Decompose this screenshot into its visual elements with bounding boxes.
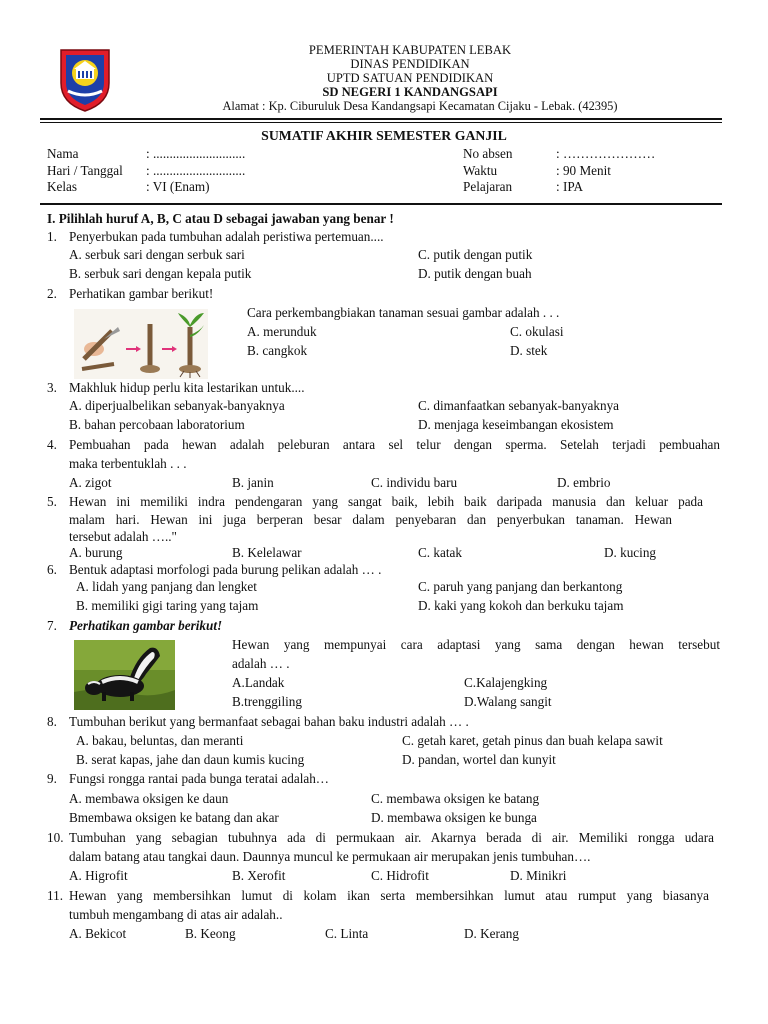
q7-prompt-line2: adalah … . xyxy=(232,656,290,671)
q4-number: 4. xyxy=(47,437,57,452)
q11-option-d: D. Kerang xyxy=(464,926,519,941)
q11-text-line2: tumbuh mengambang di atas air adalah.. xyxy=(69,907,283,922)
q7-text: Perhatikan gambar berikut! xyxy=(69,618,223,633)
q5-number: 5. xyxy=(47,494,57,509)
pelajaran-label: Pelajaran xyxy=(463,179,513,194)
q1-option-d: D. putik dengan buah xyxy=(418,266,532,281)
q2-image xyxy=(74,309,208,379)
q3-option-d: D. menjaga keseimbangan ekosistem xyxy=(418,417,614,432)
q11-option-b: B. Keong xyxy=(185,926,236,941)
q1-text: Penyerbukan pada tumbuhan adalah peristiwa pertemuan.... xyxy=(69,229,384,244)
q6-number: 6. xyxy=(47,562,57,577)
q1-number: 1. xyxy=(47,229,57,244)
kelas-value: : VI (Enam) xyxy=(146,179,210,194)
q6-option-a: A. lidah yang panjang dan lengket xyxy=(76,579,257,594)
school-address: Alamat : Kp. Ciburuluk Desa Kandangsapi Kecamatan Cijaku - Lebak. (42395) xyxy=(222,99,618,113)
q5-text-line3: tersebut adalah ….." xyxy=(69,529,177,544)
q5-option-b: B. Kelelawar xyxy=(232,545,302,560)
q2-option-c: C. okulasi xyxy=(510,324,564,339)
q5-option-d: D. kucing xyxy=(604,545,657,560)
q1-option-b: B. serbuk sari dengan kepala putik xyxy=(69,266,252,281)
header-line-1: PEMERINTAH KABUPATEN LEBAK xyxy=(308,43,512,57)
info-rule xyxy=(40,203,722,205)
skunk-photo xyxy=(74,640,175,710)
section-instruction: I. Pilihlah huruf A, B, C atau D sebagai jawaban yang benar ! xyxy=(47,211,394,226)
q3-option-b: B. bahan percobaan laboratorium xyxy=(69,417,245,432)
q4-text-line1: Pembuahan pada hewan adalah peleburan antara sel telur dengan sperma. Setelah terjadi pembuahan xyxy=(69,437,720,452)
header-rule-thin xyxy=(40,122,722,123)
q9-option-a: A. membawa oksigen ke daun xyxy=(69,791,229,806)
q2-option-b: B. cangkok xyxy=(247,343,308,358)
q2-text: Perhatikan gambar berikut! xyxy=(69,286,214,301)
waktu-value: : 90 Menit xyxy=(556,163,611,178)
q2-option-a: A. merunduk xyxy=(247,324,317,339)
q9-option-c: C. membawa oksigen ke batang xyxy=(371,791,540,806)
q5-text-line1: Hewan ini memiliki indra pendengaran yang sangat baik, lebih baik daripada manusia dan keluar pada xyxy=(69,494,703,509)
q10-text-line2: dalam batang atau tangkai daun. Daunnya muncul ke permukaan air merupakan jenis tumbuhan…. xyxy=(69,849,591,864)
q11-number: 11. xyxy=(47,888,63,903)
q2-prompt: Cara perkembangbiakan tanaman sesuai gambar adalah . . . xyxy=(247,305,560,320)
q5-option-a: A. burung xyxy=(69,545,123,560)
pelajaran-value: : IPA xyxy=(556,179,583,194)
q5-text-line2: malam hari. Hewan ini juga berperan besar dalam penyebaran dan penyerbukan tanaman. Hewan xyxy=(69,512,672,527)
q9-option-b: Bmembawa oksigen ke batang dan akar xyxy=(69,810,279,825)
q10-option-c: C. Hidrofit xyxy=(371,868,429,883)
q8-option-d: D. pandan, wortel dan kunyit xyxy=(402,752,556,767)
header-rule-thick xyxy=(40,118,722,120)
q7-prompt-line1: Hewan yang mempunyai cara adaptasi yang sama dengan hewan tersebut xyxy=(232,637,720,652)
absen-label: No absen xyxy=(463,146,513,161)
q7-option-b: B.trenggiling xyxy=(232,694,302,709)
q5-option-c: C. katak xyxy=(418,545,462,560)
school-emblem-icon xyxy=(58,47,112,113)
q11-option-c: C. Linta xyxy=(325,926,369,941)
q6-option-c: C. paruh yang panjang dan berkantong xyxy=(418,579,623,594)
q8-option-c: C. getah karet, getah pinus dan buah kelapa sawit xyxy=(402,733,663,748)
plant-cutting-illustration xyxy=(74,309,208,379)
q10-option-a: A. Higrofit xyxy=(69,868,128,883)
exam-title: SUMATIF AKHIR SEMESTER GANJIL xyxy=(261,128,507,143)
absen-value: : ………………… xyxy=(556,146,656,161)
q3-option-a: A. diperjualbelikan sebanyak-banyaknya xyxy=(69,398,285,413)
q8-option-a: A. bakau, beluntas, dan meranti xyxy=(76,733,244,748)
q7-option-c: C.Kalajengking xyxy=(464,675,548,690)
hari-label: Hari / Tanggal xyxy=(47,163,123,178)
q10-number: 10. xyxy=(47,830,64,845)
q4-option-d: D. embrio xyxy=(557,475,611,490)
q9-option-d: D. membawa oksigen ke bunga xyxy=(371,810,537,825)
q8-number: 8. xyxy=(47,714,57,729)
q9-number: 9. xyxy=(47,771,57,786)
q7-option-a: A.Landak xyxy=(232,675,285,690)
hari-value: : ............................ xyxy=(146,163,246,178)
q6-option-d: D. kaki yang kokoh dan berkuku tajam xyxy=(418,598,624,613)
q3-number: 3. xyxy=(47,380,57,395)
header-line-2: DINAS PENDIDIKAN xyxy=(350,57,470,71)
q8-text: Tumbuhan berikut yang bermanfaat sebagai bahan baku industri adalah … . xyxy=(69,714,469,729)
q6-option-b: B. memiliki gigi taring yang tajam xyxy=(76,598,259,613)
q10-option-b: B. Xerofit xyxy=(232,868,286,883)
q10-text-line1: Tumbuhan yang sebagian tubuhnya ada di permukaan air. Akarnya berada di air. Memiliki rongga udara xyxy=(69,830,714,845)
waktu-label: Waktu xyxy=(463,163,498,178)
q10-option-d: D. Minikri xyxy=(510,868,567,883)
q11-option-a: A. Bekicot xyxy=(69,926,127,941)
kelas-label: Kelas xyxy=(47,179,78,194)
q2-number: 2. xyxy=(47,286,57,301)
q3-option-c: C. dimanfaatkan sebanyak-banyaknya xyxy=(418,398,620,413)
q1-option-c: C. putik dengan putik xyxy=(418,247,533,262)
q4-option-a: A. zigot xyxy=(69,475,112,490)
q7-image xyxy=(74,640,175,710)
nama-value: : ............................ xyxy=(146,146,246,161)
school-logo xyxy=(58,47,112,113)
q7-option-d: D.Walang sangit xyxy=(464,694,552,709)
q9-text: Fungsi rongga rantai pada bunga teratai adalah… xyxy=(69,771,329,786)
q1-option-a: A. serbuk sari dengan serbuk sari xyxy=(69,247,245,262)
q4-text-line2: maka terbentuklah . . . xyxy=(69,456,187,471)
nama-label: Nama xyxy=(47,146,79,161)
q6-text: Bentuk adaptasi morfologi pada burung pelikan adalah … . xyxy=(69,562,382,577)
q2-option-d: D. stek xyxy=(510,343,548,358)
q8-option-b: B. serat kapas, jahe dan daun kumis kucing xyxy=(76,752,305,767)
q3-text: Makhluk hidup perlu kita lestarikan untuk.... xyxy=(69,380,305,395)
q7-number: 7. xyxy=(47,618,57,633)
q11-text-line1: Hewan yang membersihkan lumut di kolam ikan serta membersihkan lumut atau rumput yang biasanya xyxy=(69,888,709,903)
school-name: SD NEGERI 1 KANDANGSAPI xyxy=(322,85,498,99)
header-line-3: UPTD SATUAN PENDIDIKAN xyxy=(326,71,494,85)
q4-option-b: B. janin xyxy=(232,475,274,490)
q4-option-c: C. individu baru xyxy=(371,475,458,490)
